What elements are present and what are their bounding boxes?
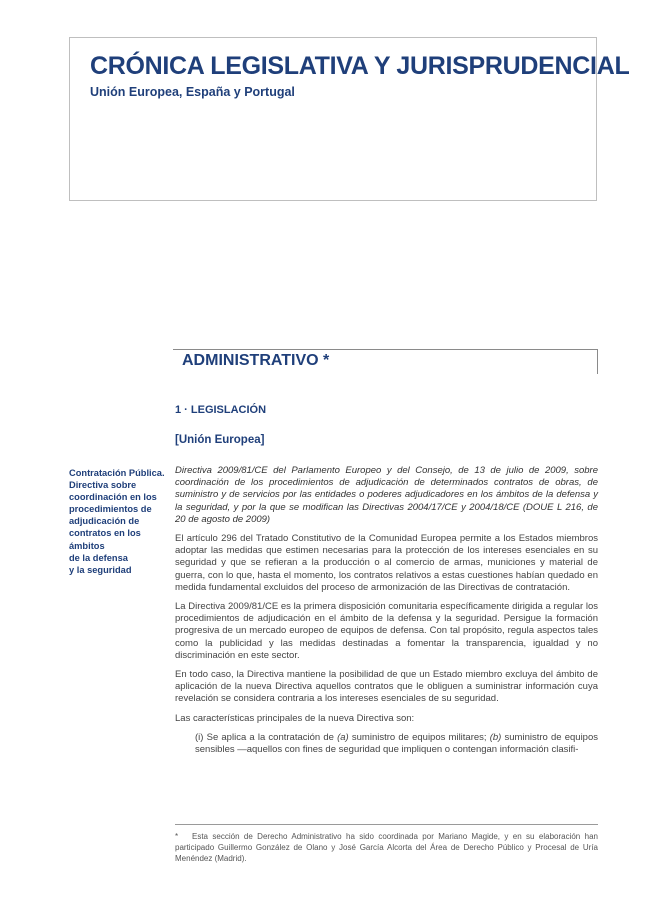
header-box [69, 37, 630, 201]
subsection-heading: 1 · LEGISLACIÓN [175, 404, 267, 416]
paragraph: La Directiva 2009/81/CE es la primera disposición comunitaria específicamente dirigida a regular los procedimientos de adjudicación en el ámbito de la defensa y la seguridad. Persigue la formación progresiva de un mercado europeo de equipos de defensa. Con tal propósito, regula aspectos tales como la publicidad y las medidas destinadas a fomentar la transparencia, igualdad y no discriminación en este sector. [175, 601, 598, 661]
item-marker: (a) [337, 731, 349, 743]
margin-note-line: ámbitos [69, 540, 105, 551]
region-heading: [Unión Europea] [175, 434, 265, 446]
margin-note-line: adjudicación de [69, 516, 140, 527]
paragraph: El artículo 296 del Tratado Constitutivo de la Comunidad Europea permite a los Estados miembros adoptar las medidas que estimen necesarias para la protección de los intereses esenciales en su seguridad y que se refieran a la producción o al comercio de armas, municiones y material de guerra, con lo que, hasta el momento, los contratos relativos a estas cuestiones habían quedado en medida fundamental excluidos del proceso de armonización de las Directivas de contratación. [175, 533, 598, 593]
directive-title: Directiva 2009/81/CE del Parlamento Europeo y del Consejo, de 13 de julio de 2009, sobre coordinación de los procedimientos de adjudicación de determinados contratos de obras, de suministro y de servicios por las entidades o poderes adjudicadores en los ámbitos de la defensa y la seguridad, y por la que se modifican las Directivas 2004/17/CE y 2004/18/CE (DOUE L 216, de 20 de agosto de 2009) [175, 465, 598, 525]
margin-note-line: de la defensa [69, 552, 128, 563]
footnote-marker: * [175, 832, 179, 841]
margin-note-line: Directiva sobre [69, 480, 137, 491]
item-text: (i) Se aplica a la contratación de [195, 731, 338, 743]
footnote [175, 831, 598, 864]
section-header-box [173, 349, 598, 374]
paragraph: En todo caso, la Directiva mantiene la posibilidad de que un Estado miembro excluya del ámbito de aplicación de la nueva Directiva aquellos contratos que le obliguen a suministrar información cuya revelación se considera contraria a los intereses esenciales de su seguridad. [175, 669, 598, 705]
margin-note-line: contratos en los [69, 528, 141, 539]
margin-note-line: Contratación Pública. [69, 468, 165, 478]
page-title: CRÓNICA LEGISLATIVA Y JURISPRUDENCIAL [90, 52, 630, 80]
list-item [175, 732, 598, 756]
footnote-divider [175, 824, 598, 825]
margin-note [69, 467, 169, 576]
margin-note-line: y la seguridad [69, 564, 132, 575]
page-subtitle: Unión Europea, España y Portugal [90, 85, 295, 99]
paragraph: Las características principales de la nueva Directiva son: [175, 712, 415, 724]
item-marker: (b) [489, 731, 502, 743]
margin-note-line: coordinación en los [69, 492, 157, 503]
footnote-text: Esta sección de Derecho Administrativo ha sido coordinada por Mariano Magide, y en su elaboración han participado Guillermo González de Olano y José García Alcorta del Área de Derecho Público y Procesal de Uría Menéndez (Madrid). [175, 832, 598, 863]
margin-note-line: procedimientos de [69, 504, 152, 515]
item-text: suministro de equipos militares; [348, 731, 490, 743]
body-text [175, 465, 598, 763]
item-text: suministro de equipos sensibles —aquellos con fines de seguridad que impliquen o contengan información clasifi- [195, 731, 598, 756]
section-title: ADMINISTRATIVO * [182, 352, 330, 369]
